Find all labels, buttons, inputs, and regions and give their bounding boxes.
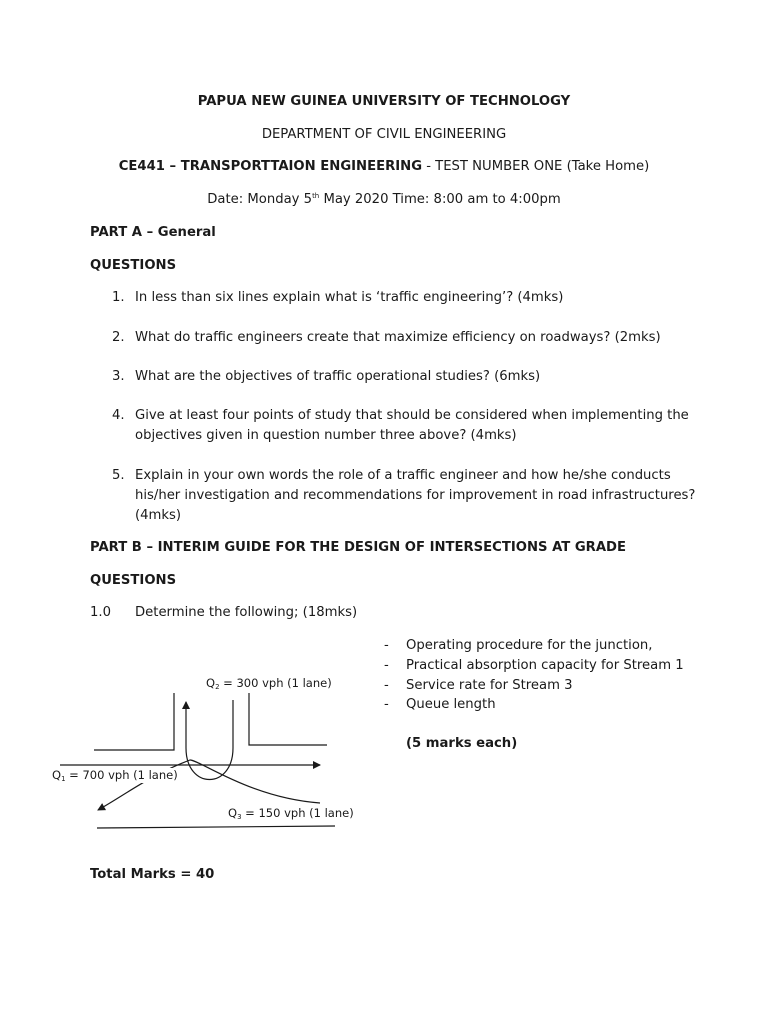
question-number: 2. (112, 330, 125, 345)
part-a-heading: PART A – General (90, 225, 216, 240)
question-line: In less than six lines explain what is ‘traffic engineering’? (4mks) (135, 290, 564, 305)
road-edge-right (249, 693, 327, 745)
part-b-heading: PART B – INTERIM GUIDE FOR THE DESIGN OF INTERSECTIONS AT GRADE (90, 540, 626, 555)
bullet-text: Operating procedure for the junction, (406, 638, 653, 653)
question-number: 3. (112, 369, 125, 384)
question-number: 1. (112, 290, 125, 305)
road-edge-bottom (97, 826, 335, 828)
road-edge-left (94, 693, 174, 750)
course-code: CE441 – TRANSPORTTAION ENGINEERING (118, 159, 423, 174)
date-sup: th (312, 192, 320, 200)
question-line: (4mks) (135, 508, 182, 523)
bullet-dash: - (384, 697, 389, 712)
q1-text: = 700 vph (1 lane) (65, 768, 178, 782)
q2-sub: 2 (215, 683, 220, 691)
q3-label (228, 806, 354, 821)
test-info: - TEST NUMBER ONE (Take Home) (422, 159, 650, 174)
date-suffix: May 2020 Time: 8:00 am to 4:00pm (319, 192, 561, 207)
total-marks: Total Marks = 40 (90, 867, 215, 882)
question-line: objectives given in question number three above? (4mks) (135, 428, 517, 443)
question-line: What do traffic engineers create that maximize efficiency on roadways? (2mks) (135, 330, 661, 345)
part-b-question-text: Determine the following; (18mks) (135, 605, 358, 620)
q1-sub: 1 (61, 775, 66, 783)
bullet-dash: - (384, 678, 389, 693)
part-b-questions-heading: QUESTIONS (90, 573, 177, 588)
department-title: DEPARTMENT OF CIVIL ENGINEERING (261, 127, 507, 142)
q1-label (52, 768, 178, 783)
part-a-questions-heading: QUESTIONS (90, 258, 177, 273)
bullet-dash: - (384, 638, 389, 653)
question-line: his/her investigation and recommendations for improvement in road infrastructures? (135, 488, 696, 503)
question-line: Explain in your own words the role of a traffic engineer and how he/she conducts (135, 468, 671, 483)
q2-label (206, 676, 332, 691)
bullet-text: Service rate for Stream 3 (406, 678, 573, 693)
q2-letter: Q (206, 676, 216, 690)
q3-text: = 150 vph (1 lane) (241, 806, 354, 820)
stream-2-arrow (186, 700, 233, 780)
q1-letter: Q (52, 768, 62, 782)
question-number: 4. (112, 408, 125, 423)
q3-letter: Q (228, 806, 238, 820)
bullet-text: Queue length (406, 697, 496, 712)
question-number: 5. (112, 468, 125, 483)
q3-sub: 3 (237, 813, 242, 821)
part-b-question-number: 1.0 (90, 605, 111, 620)
marks-note: (5 marks each) (406, 736, 518, 751)
university-title: PAPUA NEW GUINEA UNIVERSITY OF TECHNOLOGY (197, 94, 571, 109)
q2-text: = 300 vph (1 lane) (219, 676, 332, 690)
bullet-text: Practical absorption capacity for Stream 1 (406, 658, 684, 673)
question-line: What are the objectives of traffic operational studies? (6mks) (135, 369, 541, 384)
question-line: Give at least four points of study that should be considered when implementing the (135, 408, 689, 423)
date-prefix: Date: Monday 5 (207, 192, 313, 207)
bullet-dash: - (384, 658, 389, 673)
